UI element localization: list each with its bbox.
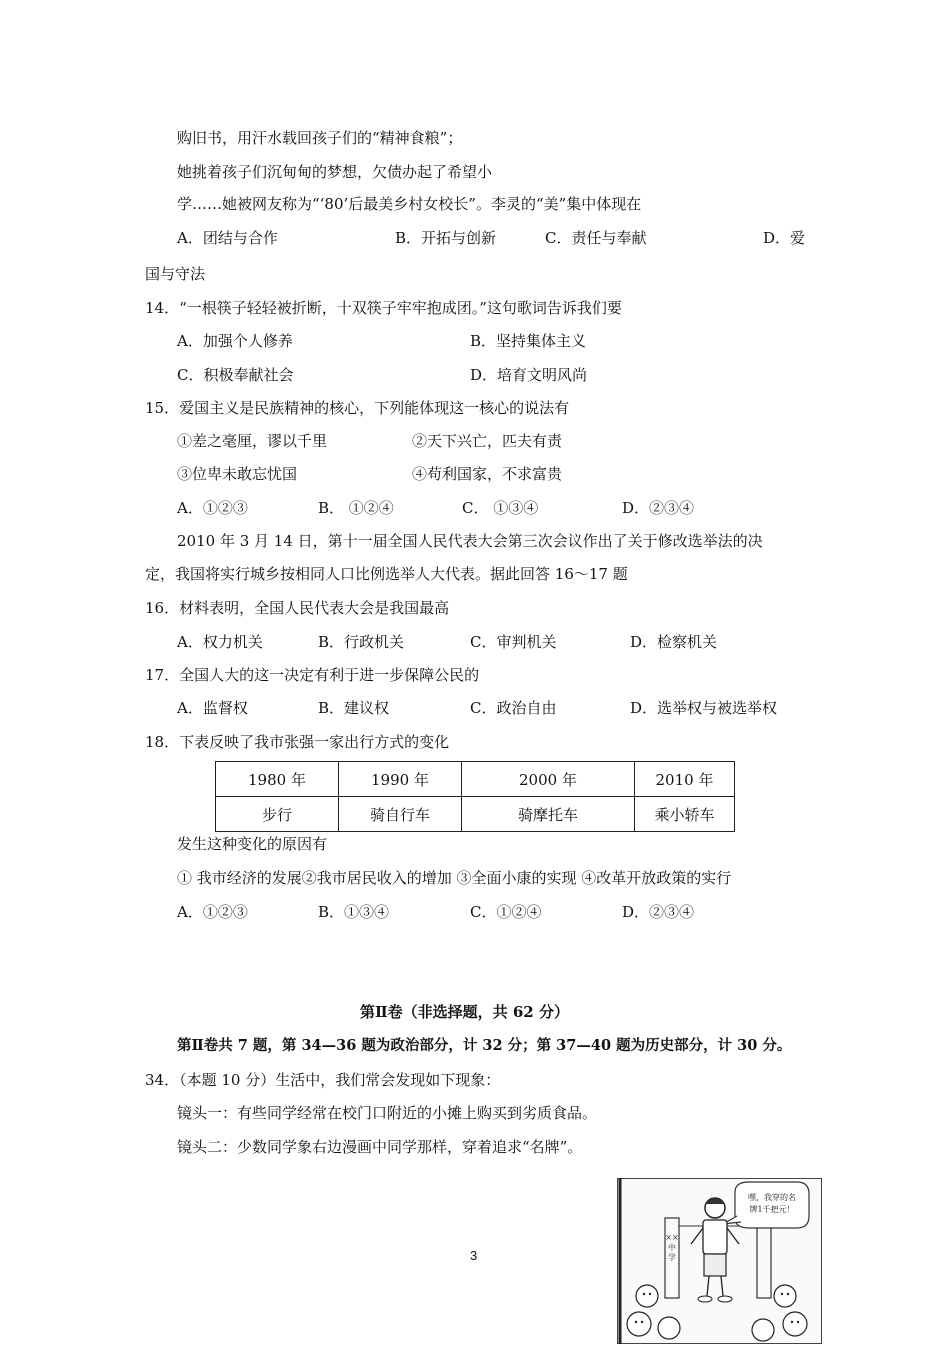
q15-item-2: ②天下兴亡，匹夫有责 [412,432,563,450]
speech-bubble-text: 嘿，我穿的名牌1千把元！ [748,1193,796,1214]
material-line-2: 定，我国将实行城乡按相同人口比例选举人大代表。据此回答 16～17 题 [145,565,628,583]
q13-option-d-wrap: 国与守法 [145,265,206,283]
q13-line-1: 购旧书，用汗水载回孩子们的“精神食粮”； [177,129,463,147]
table-cell-mode: 骑自行车 [339,797,462,832]
q13-option-a: A．团结与合作 [177,229,278,247]
gate-sign-text: ××中学 [665,1233,679,1262]
q17-stem: 17．全国人大的这一决定有利于进一步保障公民的 [145,666,480,684]
q15-option-d: D．②③④ [622,499,695,517]
q18-option-d: D．②③④ [622,903,695,921]
page-number: 3 [470,1248,478,1263]
q16-option-c: C．审判机关 [470,633,557,651]
q34-stem: 34．（本题 10 分）生活中，我们常会发现如下现象： [145,1071,501,1089]
table-cell-year: 1980 年 [216,762,339,797]
q18-reason-stem: 发生这种变化的原因有 [177,835,328,853]
table-row [216,762,735,797]
travel-mode-table [215,761,735,832]
q16-stem: 16．材料表明，全国人民代表大会是我国最高 [145,599,450,617]
material-line-1: 2010 年 3 月 14 日，第十一届全国人民代表大会第三次会议作出了关于修改选举法的决 [177,532,763,550]
q15-option-a: A．①②③ [177,499,248,517]
q18-option-c: C．①②④ [470,903,542,921]
q15-stem: 15．爱国主义是民族精神的核心，下列能体现这一核心的说法有 [145,399,570,417]
q13-line-2: 她挑着孩子们沉甸甸的梦想，欠债办起了希望小 [177,163,493,181]
q18-stem: 18．下表反映了我市张强一家出行方式的变化 [145,733,450,751]
table-cell-year: 1990 年 [339,762,462,797]
brand-clothing-cartoon [617,1178,822,1344]
q16-option-b: B．行政机关 [318,633,405,651]
q15-item-1: ①差之毫厘，谬以千里 [177,432,328,450]
q17-option-a: A．监督权 [177,699,248,717]
q15-option-b: B． ①②④ [318,499,394,517]
q34-shot-2: 镜头二：少数同学象右边漫画中同学那样，穿着追求“名牌”。 [177,1138,583,1156]
q13-option-d: D．爱 [763,229,806,247]
q17-option-b: B．建议权 [318,699,390,717]
table-cell-mode: 步行 [216,797,339,832]
table-cell-year: 2010 年 [635,762,735,797]
q18-items: ① 我市经济的发展②我市居民收入的增加 ③全面小康的实现 ④改革开放政策的实行 [177,869,732,887]
cartoon-drawing [617,1178,822,1344]
q13-option-c: C．责任与奉献 [545,229,647,247]
q18-option-b: B．①③④ [318,903,390,921]
table-row [216,797,735,832]
q16-option-d: D．检察机关 [630,633,718,651]
q16-option-a: A．权力机关 [177,633,263,651]
q14-option-a: A．加强个人修养 [177,332,293,350]
q15-item-4: ④苟利国家，不求富贵 [412,465,563,483]
q17-option-c: C．政治自由 [470,699,557,717]
q13-option-b: B．开拓与创新 [395,229,497,247]
q15-item-3: ③位卑未敢忘忧国 [177,465,298,483]
q17-option-d: D．选举权与被选举权 [630,699,778,717]
q18-option-a: A．①②③ [177,903,248,921]
table-cell-mode: 乘小轿车 [635,797,735,832]
q14-option-c: C．积极奉献社会 [177,366,294,384]
q34-shot-1: 镜头一：有些同学经常在校门口附近的小摊上购买到劣质食品。 [177,1104,598,1122]
q15-option-c: C． ①③④ [462,499,539,517]
q13-line-3: 学……她被网友称为“‘80’后最美乡村女校长”。李灵的“美”集中体现在 [177,195,642,213]
table-cell-mode: 骑摩托车 [462,797,635,832]
q14-stem: 14．“一根筷子轻轻被折断，十双筷子牢牢抱成团。”这句歌词告诉我们要 [145,299,622,317]
q14-option-d: D．培育文明风尚 [470,366,588,384]
section-2-title: 第Ⅱ卷（非选择题，共 62 分） [360,1003,569,1021]
table-cell-year: 2000 年 [462,762,635,797]
section-2-description: 第Ⅱ卷共 7 题，第 34—36 题为政治部分，计 32 分；第 37—40 题为历史部分，计 30 分。 [177,1037,792,1054]
q14-option-b: B．坚持集体主义 [470,332,587,350]
